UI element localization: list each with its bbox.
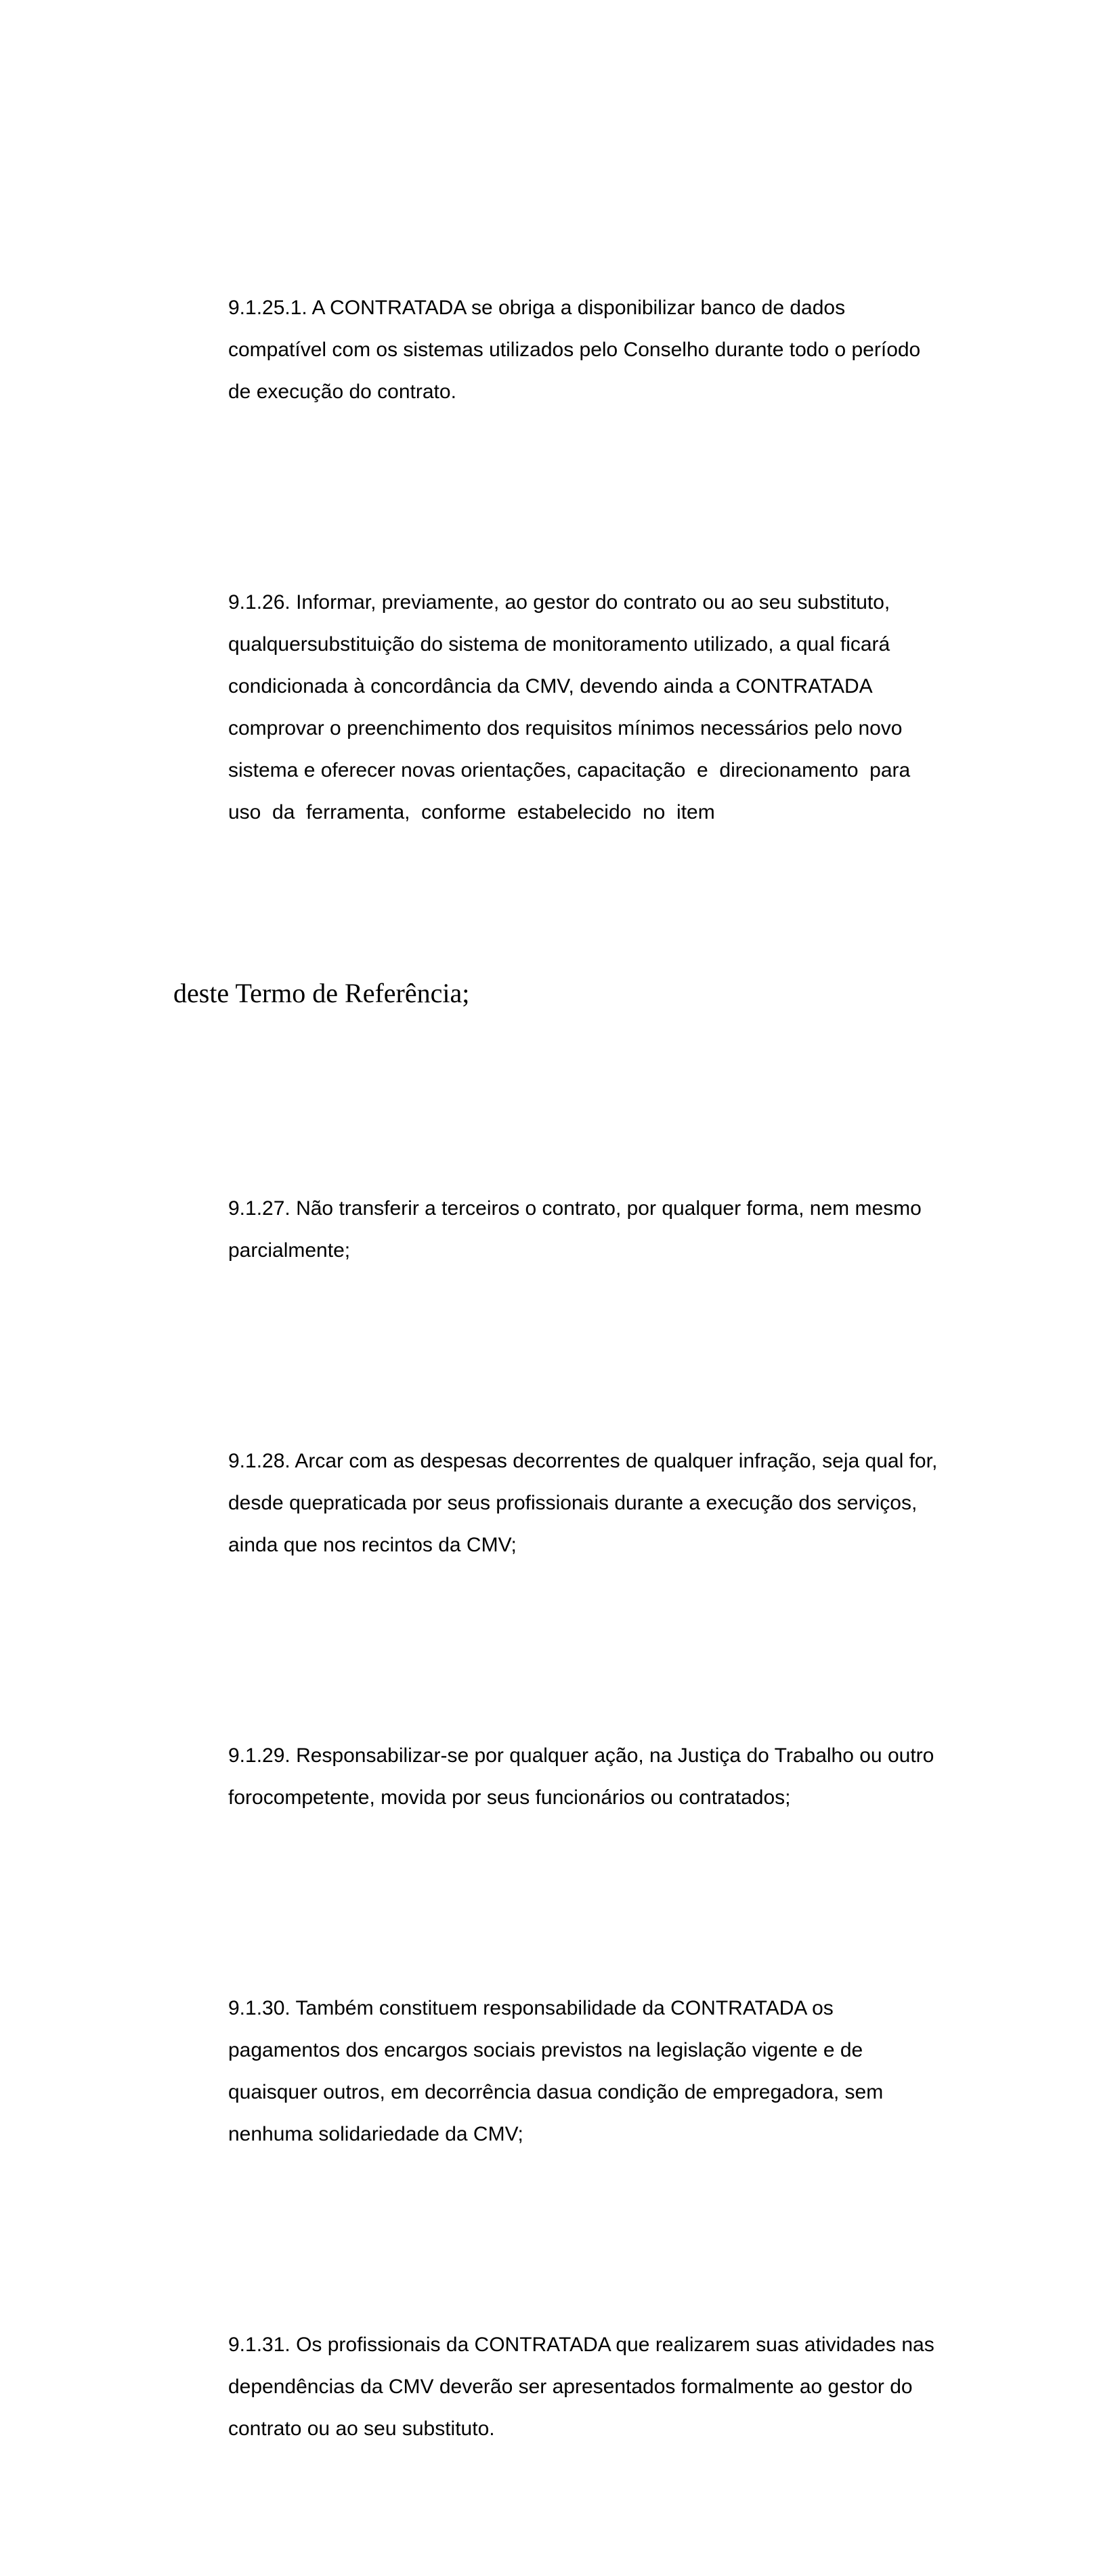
- paragraph-9-1-26: 9.1.26. Informar, previamente, ao gestor do contrato ou ao seu substituto, qualquersubstituição do sistema de monitoramento utilizado, a qual ficará condicionada à concordância da CMV, devendo ainda a CONTRATADA comprovar o preenchimento dos requisitos mínimos necessários pelo novo sistema e oferecer novas orientações, capacitação e direcionamento para uso da ferramenta, conforme estabelecido no item: [228, 591, 911, 823]
- paragraph-9-1-29: 9.1.29. Responsabilizar-se por qualquer ação, na Justiça do Trabalho ou outro forocompetente, movida por seus funcionários ou contratados;: [228, 1744, 934, 1809]
- termo-de-referencia-fragment: deste Termo de Referência;: [173, 978, 470, 1008]
- paragraph-9-1-30: 9.1.30. Também constituem responsabilidade da CONTRATADA os pagamentos dos encargos sociais previstos na legislação vigente e de quaisquer outros, em decorrência dasua condição de empregadora, sem nenhuma solidariedade da CMV;: [228, 1997, 884, 2145]
- paragraph-9-1-28: 9.1.28. Arcar com as despesas decorrentes de qualquer infração, seja qual for, desde quepraticada por seus profissionais durante a execução dos serviços, ainda que nos recintos da CMV;: [228, 1450, 938, 1556]
- paragraph-9-1-27: 9.1.27. Não transferir a terceiros o contrato, por qualquer forma, nem mesmo parcialmente;: [228, 1197, 922, 1262]
- document-content: [173, 161, 993, 2576]
- paragraph-9-1-25-1: 9.1.25.1. A CONTRATADA se obriga a disponibilizar banco de dados compatível com os sistemas utilizados pelo Conselho durante todo o período de execução do contrato.: [228, 297, 921, 403]
- paragraph-9-1-31: 9.1.31. Os profissionais da CONTRATADA que realizarem suas atividades nas dependências da CMV deverão ser apresentados formalmente ao gestor do contrato ou ao seu substituto.: [228, 2334, 934, 2440]
